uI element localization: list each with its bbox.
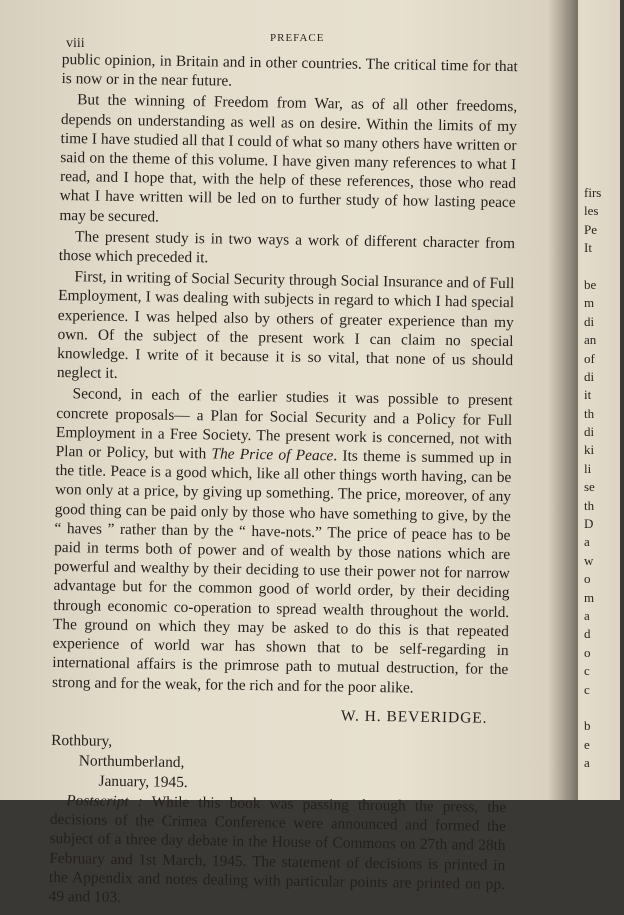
page-header — [60, 28, 550, 52]
facing-page-fragment: m — [584, 589, 595, 605]
facing-page-fragment: of — [584, 350, 595, 366]
address-line-2: Northumberland, — [78, 752, 185, 771]
facing-page-fragment: a — [584, 607, 590, 623]
running-head: PREFACE — [270, 32, 325, 44]
facing-page-fragment: th — [584, 405, 595, 421]
facing-page-fragment: ki — [584, 442, 595, 458]
facing-page-fragment: an — [584, 332, 597, 348]
facing-page-fragment: o — [584, 571, 591, 587]
facing-page-fragment: th — [584, 497, 595, 513]
facing-page-fragment: D — [584, 516, 594, 532]
facing-page-fragment: di — [584, 368, 595, 384]
book-title: The Price of Peace — [211, 445, 334, 465]
facing-page-fragment: a — [584, 755, 590, 771]
body-text — [49, 50, 518, 915]
facing-page-text — [584, 184, 624, 773]
facing-page-fragment: c — [584, 681, 590, 697]
page-number: viii — [66, 36, 85, 51]
facing-page-fragment: les — [584, 203, 599, 219]
facing-page-fragment: di — [584, 424, 595, 440]
paragraph-continuation: public opinion, in Britain and in other countries. The critical time for that is now or in the near future. — [61, 50, 518, 90]
paragraph-second — [52, 384, 513, 698]
facing-page-fragment: a — [584, 534, 590, 550]
facing-page-fragment: li — [584, 460, 592, 476]
facing-page-fragment — [584, 258, 624, 276]
author-signature: W. H. BEVERIDGE. — [340, 707, 488, 727]
postscript-label: Postscript : — [66, 792, 143, 811]
postscript — [49, 791, 507, 913]
paragraph-present-study: The present study is in two ways a work of different character from those which preceded it. — [58, 228, 516, 267]
facing-page-fragment: be — [584, 276, 597, 292]
paragraph-second-b: . Its theme is summed up in the title. Peace is a good which, like all other things worth having, can be won only at a price, by giving up something. The price, moreover, of any good thing can be paid only by those who have something to give, by the “ haves ” rather than by the “ have-nots.” The price of peace has to be paid in terms both of power and of wealth by those nations which are powerful and wealthy by their deciding to use their power not for narrow advantage but for the common good of world order, by their deciding through economic co-operation to spread wealth throughout the world. The ground on which they may be asked to do this is that repeated experience of world war has shown that to be self-regarding in international affairs is the primrose path to mutual destruction, for the strong and for the weak, for the rich and for the poor alike. — [51, 447, 512, 697]
paragraph-first: First, in writing of Social Security through Social Insurance and of Full Employment, I was dealing with subjects in regard to which I had special experience. I was helped also by others of greater experience than my own. Of the subject of the present work I can claim no special knowledge. I write of it because it is so vital, that none of us should neglect it. — [56, 268, 515, 383]
address-date: January, 1945. — [98, 772, 188, 791]
facing-page-fragment: m — [584, 295, 595, 311]
facing-page-fragment — [584, 699, 624, 717]
facing-page-fragment: it — [584, 387, 592, 403]
facing-page-fragment: b — [584, 718, 591, 734]
facing-page-fragment: o — [584, 644, 591, 660]
facing-page-fragment: It — [584, 240, 592, 256]
paragraph-freedom: But the winning of Freedom from War, as of all other freedoms, depends on understanding as well as on desire. Within the limits of my time I have studied all that I could of what so many others have written or said on the theme of this volume. I have given many references to what I read, and I hope that, with the help of these references, those who read what I have written will be led on to further study of how lasting peace may be secured. — [59, 91, 518, 226]
address-line-1: Rothbury, — [51, 731, 113, 750]
facing-page-fragment: c — [584, 663, 590, 679]
book-gutter — [548, 0, 578, 800]
facing-page-fragment: d — [584, 626, 591, 642]
facing-page-fragment: di — [584, 313, 595, 329]
address-block — [50, 731, 507, 798]
facing-page-fragment: firs — [584, 185, 602, 200]
facing-page-fragment: Pe — [584, 221, 597, 237]
facing-page-fragment: e — [584, 736, 590, 752]
facing-page-fragment: w — [584, 552, 594, 568]
paragraph-second-a: Second, in each of the earlier studies it was possible to present concrete proposals— a Plan for Social Security and a Policy for Full Employment in a Free Society. The present work is concerned, not with Plan or Policy, but with — [55, 385, 513, 463]
facing-page-fragment: se — [584, 479, 595, 495]
postscript-text: While this book was passing through the press, the decisions of the Crimea Conference were announced and formed the subject of a three day debate in the House of Commons on 27th and 28th February and 1st March, 1945. The statement of decisions is printed in the Appendix and notes dealing with particular points are printed on pp. 49 and 103. — [48, 793, 507, 906]
